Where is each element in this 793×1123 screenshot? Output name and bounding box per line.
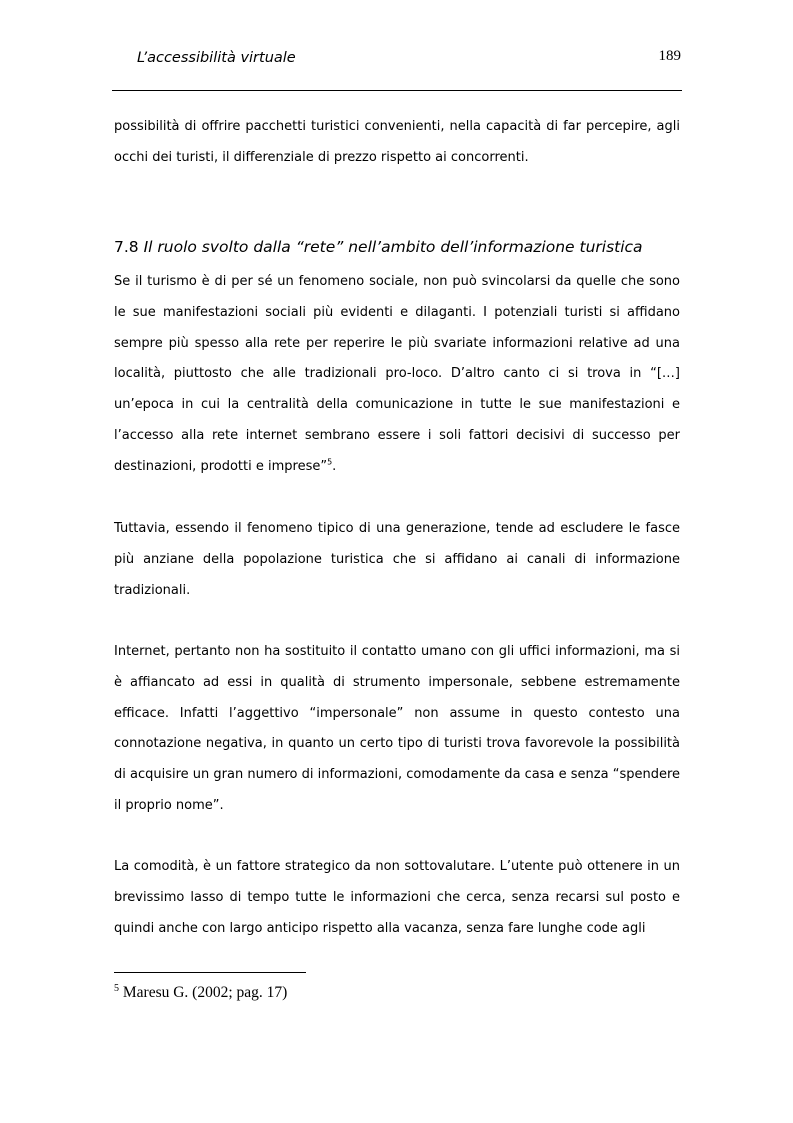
paragraph-internet: Internet, pertanto non ha sostituito il contatto umano con gli uffici informazioni, ma si è affiancato ad essi in qualità di strumento impersonale, sebbene estremamente efficace. Infatti l’aggettivo “impersonale” non assume in questo contesto una connotazione negativa, in quanto un certo tipo di turisti trova favorevole la possibilità di acquisire un gran numero di informazioni, comodamente da casa e senza “spendere il proprio nome”. xyxy=(114,644,681,813)
section-title: Il ruolo svolto dalla “rete” nell’ambito dell’informazione turistica xyxy=(143,238,643,256)
running-head: L’accessibilità virtuale xyxy=(137,50,296,66)
paragraph-continuation: possibilità di offrire pacchetti turistici convenienti, nella capacità di far percepire, agli occhi dei turisti, il differenziale di prezzo rispetto ai concorrenti. xyxy=(114,119,680,165)
paragraph-tourism-social-end: . xyxy=(332,458,337,474)
footnote-text: Maresu G. (2002; pag. 17) xyxy=(122,984,288,1001)
section-number: 7.8 xyxy=(114,238,139,256)
section-heading xyxy=(114,238,680,256)
paragraph-tourism-social xyxy=(114,267,680,483)
footnote-mark: 5 xyxy=(114,982,119,994)
footnote xyxy=(114,984,287,1002)
paragraph-tourism-social-text: Se il turismo è di per sé un fenomeno sociale, non può svincolarsi da quelle che sono le sue manifestazioni sociali più evidenti e dilaganti. I potenziali turisti si affidano sempre più spesso alla rete per reperire le più svariate informazioni relative ad una località, piuttosto che alle tradizionali pro-loco. D’altro canto ci si trova in “[…] un’epoca in cui la centralità della comunicazione in tutte le sue manifestazioni e l’accesso alla rete internet sembrano essere i soli fattori decisivi di successo per destinazioni, prodotti e imprese” xyxy=(114,274,680,474)
paragraph-convenience: La comodità, è un fattore strategico da non sottovalutare. L’utente può ottenere in un brevissimo lasso di tempo tutte le informazioni che cerca, senza recarsi sul posto e quindi anche con largo anticipo rispetto alla vacanza, senza fare lunghe code agli xyxy=(114,859,680,936)
footnote-rule xyxy=(114,972,306,973)
page-number: 189 xyxy=(658,48,681,64)
paragraph-generation: Tuttavia, essendo il fenomeno tipico di una generazione, tende ad escludere le fasce più anziane della popolazione turistica che si affidano ai canali di informazione tradizionali. xyxy=(114,521,680,598)
header-rule xyxy=(112,90,682,91)
footnote-reference: 5 xyxy=(327,457,333,467)
